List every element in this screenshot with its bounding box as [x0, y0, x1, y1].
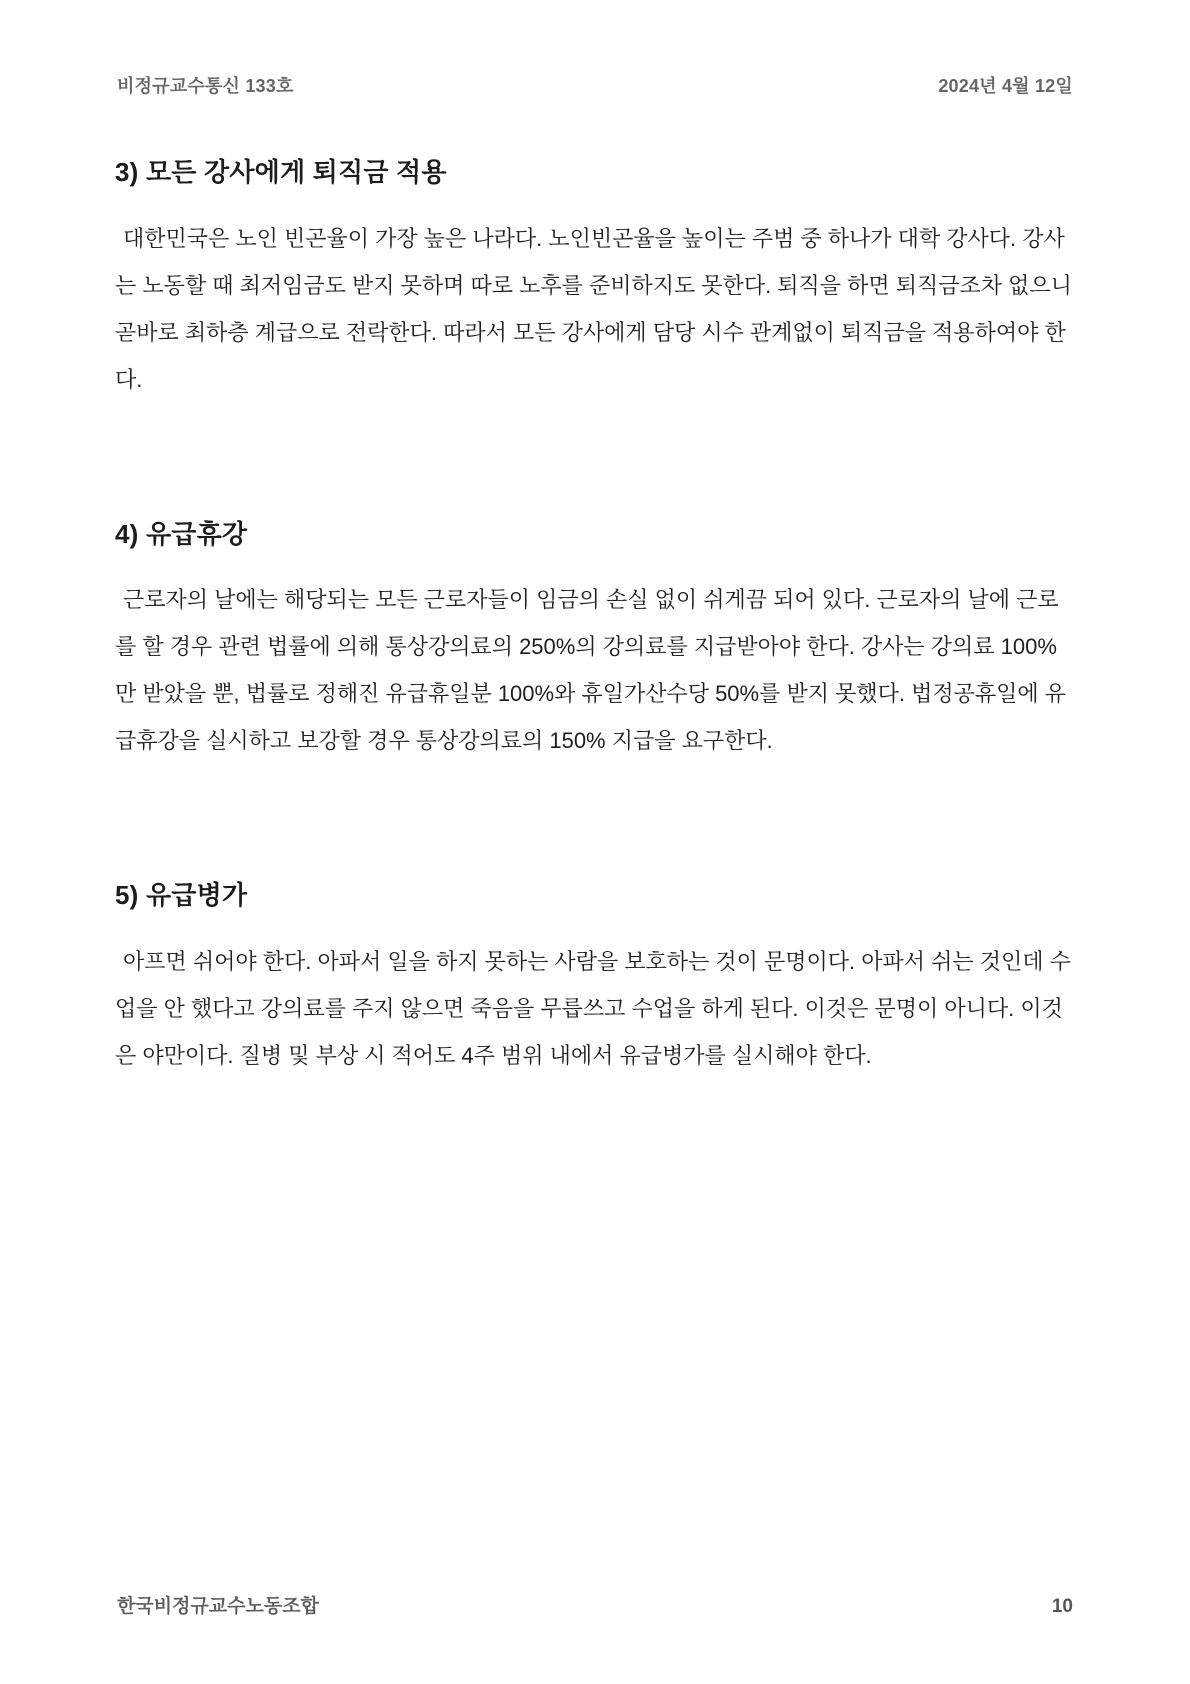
page-header	[0, 0, 1190, 98]
footer-organization: 한국비정규교수노동조합	[117, 1596, 319, 1617]
section-paragraph-paid-sick-leave: 아프면 쉬어야 한다. 아파서 일을 하지 못하는 사람을 보호하는 것이 문명이다. 아파서 쉬는 것인데 수업을 안 했다고 강의료를 주지 않으면 죽음을 무릅쓰고 수업을 하게 된다. 이것은 문명이 아니다. 이것은 야만이다. 질병 및 부상 시 적어도 4주 범위 내에서 유급병가를 실시해야 한다.	[115, 948, 1071, 1068]
section-paid-sick-leave	[115, 879, 1075, 1079]
section-paragraph-retirement-pay: 대한민국은 노인 빈곤율이 가장 높은 나라다. 노인빈곤율을 높이는 주범 중 하나가 대학 강사다. 강사는 노동할 때 최저임금도 받지 못하며 따로 노후를 준비하지도 못한다. 퇴직을 하면 퇴직금조차 없으니 곧바로 최하층 계급으로 전락한다. 따라서 모든 강사에게 담당 시수 관계없이 퇴직금을 적용하여야 한다.	[115, 225, 1072, 392]
section-paid-class-cancellation	[115, 518, 1075, 765]
footer-page-number: 10	[1051, 1596, 1073, 1617]
section-heading-retirement-pay: 3) 모든 강사에게 퇴직금 적용	[115, 157, 447, 187]
section-paragraph-paid-class-cancellation: 근로자의 날에는 해당되는 모든 근로자들이 임금의 손실 없이 쉬게끔 되어 있다. 근로자의 날에 근로를 할 경우 관련 법률에 의해 통상강의료의 250%의 강의료를 지급받아야 한다. 강사는 강의료 100%만 받았을 뿐, 법률로 정해진 유급휴일분 100%와 휴일가산수당 50%를 받지 못했다. 법정공휴일에 유급휴강을 실시하고 보강할 경우 통상강의료의 150% 지급을 요구한다.	[115, 587, 1066, 753]
section-heading-paid-sick-leave: 5) 유급병가	[115, 880, 248, 910]
newsletter-title: 비정규교수통신 133호	[117, 76, 294, 96]
section-retirement-pay	[115, 156, 1075, 403]
document-content	[0, 156, 1190, 1079]
section-heading-paid-class-cancellation: 4) 유급휴강	[115, 518, 248, 549]
issue-date: 2024년 4월 12일	[938, 76, 1073, 96]
page-footer	[117, 1591, 1073, 1618]
